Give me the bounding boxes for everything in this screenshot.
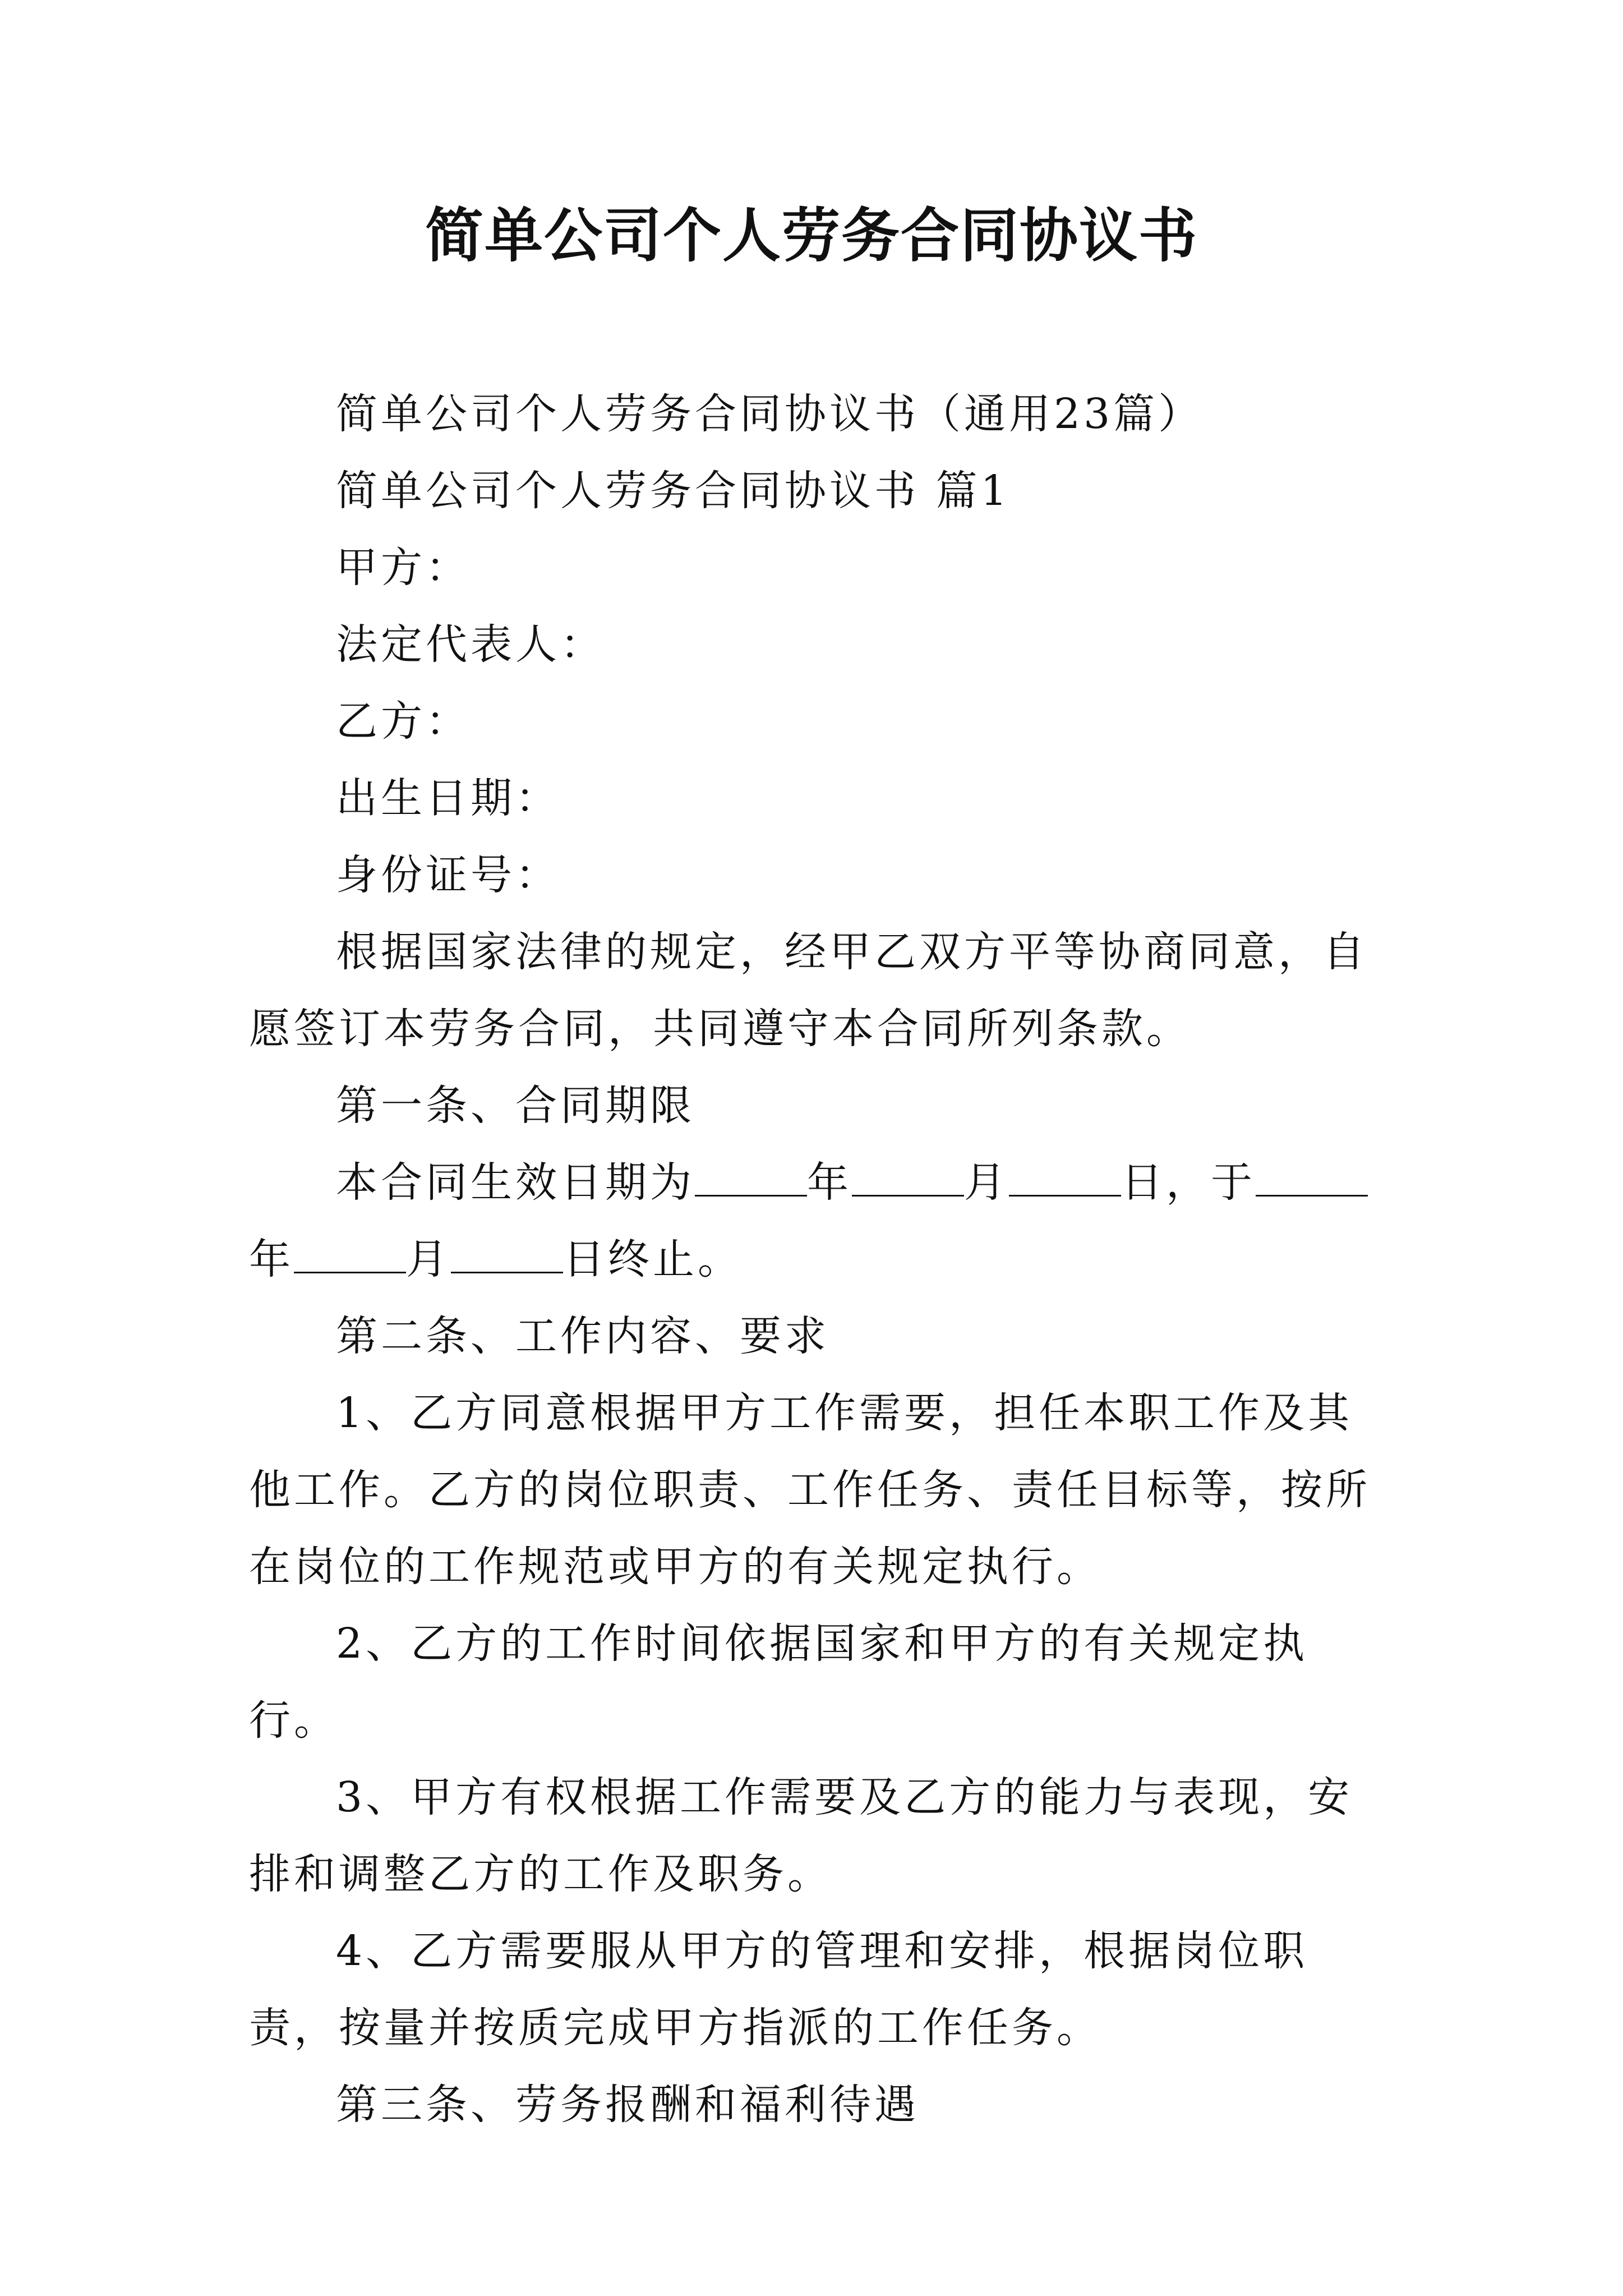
party-b-field: 乙方： [336,697,471,746]
article-2-heading: 第二条、工作内容、要求 [336,1312,829,1360]
contract-term-paragraph [249,1144,1382,1298]
term-text-1: 本合同生效日期为 [336,1158,695,1207]
id-number-field: 身份证号： [336,851,560,899]
preamble-paragraph: 根据国家法律的规定，经甲乙双方平等协商同意，自愿签订本劳务合同，共同遵守本合同所列条款。 [249,928,1368,1053]
term-text-6: 月 [406,1235,451,1283]
end-day-blank [451,1235,563,1273]
legal-representative-field: 法定代表人： [336,620,605,669]
term-text-3: 月 [964,1158,1009,1207]
clause-2-2: 2、乙方的工作时间依据国家和甲方的有关规定执行。 [249,1619,1308,1745]
clause-2-3: 3、甲方有权根据工作需要及乙方的能力与表现，安排和调整乙方的工作及职务。 [249,1773,1353,1898]
chapter-heading: 简单公司个人劳务合同协议书 篇1 [336,467,1011,515]
end-year-blank [1256,1158,1368,1197]
term-text-4: 日，于 [1121,1158,1256,1207]
end-month-blank [294,1235,406,1273]
term-text-2: 年 [807,1158,852,1207]
document-title: 简单公司个人劳务合同协议书 [425,201,1198,270]
start-month-blank [852,1158,964,1197]
article-3-heading: 第三条、劳务报酬和福利待遇 [336,2081,919,2129]
start-year-blank [695,1158,807,1197]
clause-2-4: 4、乙方需要服从甲方的管理和安排，根据岗位职责，按量并按质完成甲方指派的工作任务。 [249,1927,1308,2052]
clause-2-1: 1、乙方同意根据甲方工作需要，担任本职工作及其他工作。乙方的岗位职责、工作任务、责任目标等，按所在岗位的工作规范或甲方的有关规定执行。 [249,1389,1371,1591]
birth-date-field: 出生日期： [336,774,560,822]
article-1-heading: 第一条、合同期限 [336,1082,695,1130]
term-text-7: 日终止。 [563,1235,743,1283]
party-a-field: 甲方： [336,544,471,592]
start-day-blank [1009,1158,1121,1197]
document-body [249,376,1382,2143]
collection-heading: 简单公司个人劳务合同协议书（通用23篇） [336,390,1204,438]
term-text-5: 年 [249,1235,294,1283]
